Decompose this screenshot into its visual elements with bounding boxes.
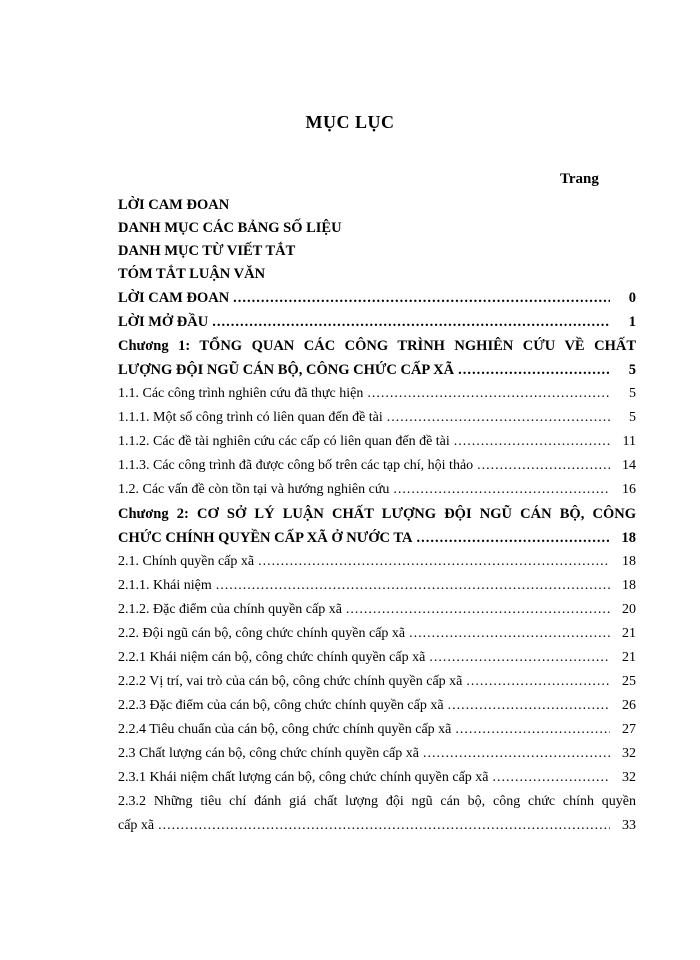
leader-dots	[416, 526, 610, 550]
toc-entry-page: 25	[622, 674, 636, 689]
toc-entry-label: 2.1. Chính quyền cấp xã	[118, 554, 255, 569]
toc-entry-label: 2.1.1. Khái niệm	[118, 578, 212, 593]
toc-entry	[118, 670, 636, 694]
toc-entry	[118, 622, 636, 646]
leader-dots	[493, 766, 610, 790]
table-of-contents	[118, 194, 636, 838]
toc-entry-label: 1.1. Các công trình nghiên cứu đã thực hiện	[118, 386, 364, 401]
toc-entry-label: 2.3 Chất lượng cán bộ, công chức chính quyền cấp xã	[118, 746, 419, 761]
toc-entry-label: 2.3.1 Khái niệm chất lượng cán bộ, công chức chính quyền cấp xã	[118, 770, 489, 785]
toc-entry	[118, 814, 636, 838]
toc-entry	[118, 526, 636, 550]
leader-dots	[466, 670, 610, 694]
toc-entry-label: LỜI MỞ ĐẦU	[118, 314, 209, 330]
toc-entry	[118, 742, 636, 766]
toc-entry-page: 18	[622, 578, 636, 593]
leader-dots	[448, 694, 610, 718]
toc-entry-page: 18	[621, 530, 636, 546]
toc-entry	[118, 550, 636, 574]
toc-entry-page: 27	[622, 722, 636, 737]
toc-entry-label: Chương 2: CƠ SỞ LÝ LUẬN CHẤT LƯỢNG ĐỘI NGŨ CÁN BỘ, CÔNG	[118, 506, 636, 522]
toc-entry-page: 26	[622, 698, 636, 713]
toc-entry-label-cont: CHỨC CHÍNH QUYỀN CẤP XÃ Ở NƯỚC TA	[118, 530, 413, 546]
front-matter-item: TÓM TẮT LUẬN VĂN	[118, 266, 266, 282]
toc-entry-page: 32	[622, 770, 636, 785]
leader-dots	[477, 454, 610, 478]
toc-entry-label: 2.2. Đội ngũ cán bộ, công chức chính quyền cấp xã	[118, 626, 406, 641]
toc-entry	[118, 574, 636, 598]
front-matter-item: DANH MỤC TỪ VIẾT TẮT	[118, 243, 296, 259]
toc-entry-page: 5	[629, 410, 636, 425]
toc-entry-page: 18	[622, 554, 636, 569]
toc-entry-page: 21	[622, 650, 636, 665]
toc-entry-label-cont: cấp xã	[118, 818, 155, 833]
toc-entry	[118, 286, 636, 310]
leader-dots	[233, 286, 610, 310]
toc-entry-label: 2.1.2. Đặc điểm của chính quyền cấp xã	[118, 602, 342, 617]
toc-entry	[118, 406, 636, 430]
toc-entry	[118, 478, 636, 502]
toc-entry-page: 1	[628, 314, 636, 330]
toc-entry	[118, 694, 636, 718]
toc-entry-page: 32	[622, 746, 636, 761]
front-matter-item: LỜI CAM ĐOAN	[118, 197, 230, 213]
page-column-header: Trang	[560, 171, 599, 187]
leader-dots	[454, 430, 610, 454]
toc-entry-page: 0	[628, 290, 636, 306]
toc-entry-label: 2.2.3 Đặc điểm của cán bộ, công chức chính quyền cấp xã	[118, 698, 444, 713]
toc-entry-label: 2.2.4 Tiêu chuẩn của cán bộ, công chức chính quyền cấp xã	[118, 722, 452, 737]
leader-dots	[158, 814, 610, 838]
leader-dots	[393, 478, 610, 502]
toc-entry-label: 1.1.1. Một số công trình có liên quan đến đề tài	[118, 410, 383, 425]
front-matter-item: DANH MỤC CÁC BẢNG SỐ LIỆU	[118, 220, 342, 236]
toc-entry	[118, 454, 636, 478]
toc-entry-page: 20	[622, 602, 636, 617]
toc-entry-label: 2.3.2 Những tiêu chí đánh giá chất lượng đội ngũ cán bộ, công chức chính quyền	[118, 794, 636, 809]
toc-entry	[118, 430, 636, 454]
leader-dots	[258, 550, 610, 574]
toc-entry-label: 2.2.2 Vị trí, vai trò của cán bộ, công chức chính quyền cấp xã	[118, 674, 463, 689]
leader-dots	[346, 598, 610, 622]
page-title: MỤC LỤC	[305, 112, 395, 132]
leader-dots	[455, 718, 610, 742]
toc-entry-page: 11	[622, 434, 636, 449]
toc-chapter-line1	[118, 334, 636, 358]
toc-entry	[118, 358, 636, 382]
toc-entry-label: Chương 1: TỔNG QUAN CÁC CÔNG TRÌNH NGHIÊN CỨU VỀ CHẤT	[118, 338, 636, 354]
toc-entry-line1	[118, 790, 636, 814]
toc-entry	[118, 598, 636, 622]
toc-entry-label: LỜI CAM ĐOAN	[118, 290, 230, 306]
toc-entry-label-cont: LƯỢNG ĐỘI NGŨ CÁN BỘ, CÔNG CHỨC CẤP XÃ	[118, 362, 455, 378]
leader-dots	[216, 574, 610, 598]
leader-dots	[429, 646, 610, 670]
toc-entry-page: 5	[629, 386, 636, 401]
leader-dots	[409, 622, 610, 646]
toc-entry	[118, 766, 636, 790]
toc-entry-page: 33	[622, 818, 636, 833]
toc-entry-label: 1.2. Các vấn đề còn tồn tại và hướng nghiên cứu	[118, 482, 390, 497]
leader-dots	[212, 310, 610, 334]
leader-dots	[367, 382, 610, 406]
toc-entry	[118, 310, 636, 334]
toc-entry-label: 1.1.2. Các đề tài nghiên cứu các cấp có liên quan đến đề tài	[118, 434, 450, 449]
leader-dots	[387, 406, 610, 430]
leader-dots	[423, 742, 610, 766]
toc-entry-page: 21	[622, 626, 636, 641]
toc-entry	[118, 646, 636, 670]
toc-entry-page: 5	[628, 362, 636, 378]
toc-chapter-line1	[118, 502, 636, 526]
leader-dots	[458, 358, 610, 382]
toc-entry	[118, 382, 636, 406]
toc-entry-label: 2.2.1 Khái niệm cán bộ, công chức chính quyền cấp xã	[118, 650, 426, 665]
toc-entry-page: 14	[622, 458, 636, 473]
toc-entry	[118, 718, 636, 742]
toc-entry-page: 16	[622, 482, 636, 497]
toc-entry-label: 1.1.3. Các công trình đã được công bố trên các tạp chí, hội thảo	[118, 458, 474, 473]
